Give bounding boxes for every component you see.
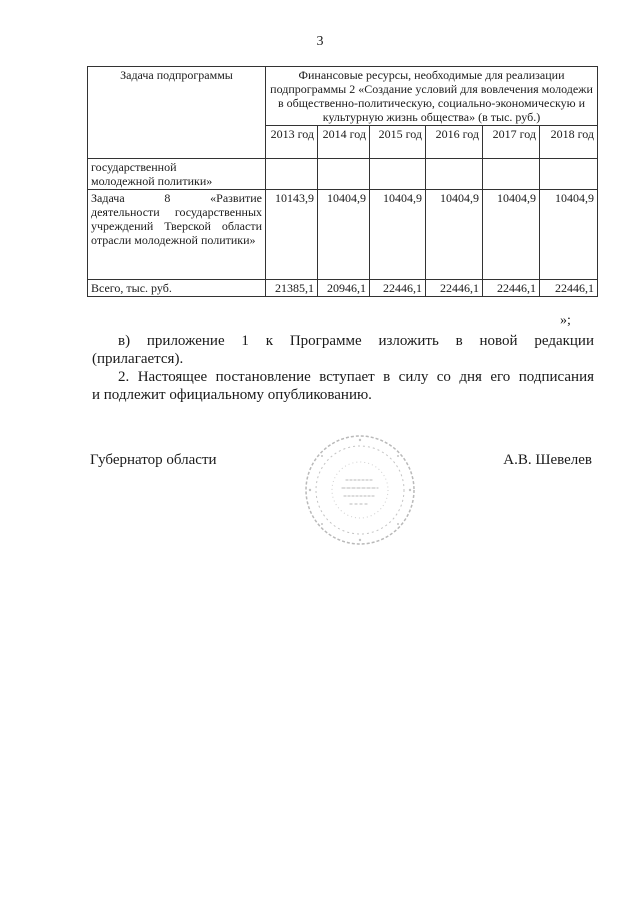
total-value-cell: 22446,1 [483,280,540,297]
finance-column-header: Финансовые ресурсы, необходимые для реализации подпрограммы 2 «Создание условий для вовлечения молодежи в общественно-политическую, социально-экономическую и культурную жизнь общества» (в тыс. руб.) [266,67,598,126]
year-header: 2013 год [266,126,318,159]
total-value-cell: 22446,1 [370,280,426,297]
paragraph-effective-date [92,368,594,404]
paragraph-appendix [92,332,594,368]
finance-table [87,66,598,297]
value-cell: 10404,9 [483,190,540,280]
value-cell [540,159,598,190]
total-value-cell: 20946,1 [318,280,370,297]
table-row-total [88,280,598,297]
year-header: 2016 год [426,126,483,159]
page-number: 3 [316,34,324,49]
paragraph-line: (прилагается). [92,351,184,367]
value-cell: 10404,9 [540,190,598,280]
signatory-name: А.В. Шевелев [503,452,592,468]
paragraph-line: и подлежит официальному опубликованию. [92,387,372,403]
value-cell [483,159,540,190]
closing-quote-mark: »; [560,313,571,328]
task-cell [88,190,266,280]
year-header: 2014 год [318,126,370,159]
value-cell [370,159,426,190]
value-cell: 10404,9 [318,190,370,280]
value-cell: 10143,9 [266,190,318,280]
task-line: государственной [91,160,177,174]
total-label: Всего, тыс. руб. [88,280,266,297]
task-line: Задача 8 «Развитие [91,191,262,205]
value-cell: 10404,9 [426,190,483,280]
signatory-title: Губернатор области [90,452,217,468]
paragraph-line: 2. Настоящее постановление вступает в силу со дня его подписания [118,369,594,385]
total-value-cell: 21385,1 [266,280,318,297]
total-value-cell: 22446,1 [540,280,598,297]
value-cell: 10404,9 [370,190,426,280]
table-header-row [88,67,598,126]
table-row [88,190,598,280]
task-cell [88,159,266,190]
paragraph-line: в) приложение 1 к Программе изложить в новой редакции [118,333,594,349]
task-column-header: Задача подпрограммы [88,67,266,159]
year-header: 2017 год [483,126,540,159]
value-cell [318,159,370,190]
task-text: деятельности государственных учреждений Тверской области отрасли молодежной политики» [91,205,262,247]
total-value-cell: 22446,1 [426,280,483,297]
year-header: 2015 год [370,126,426,159]
value-cell [426,159,483,190]
table-row [88,159,598,190]
value-cell [266,159,318,190]
year-header: 2018 год [540,126,598,159]
task-line: молодежной политики» [91,174,213,188]
official-seal-icon [302,432,418,548]
